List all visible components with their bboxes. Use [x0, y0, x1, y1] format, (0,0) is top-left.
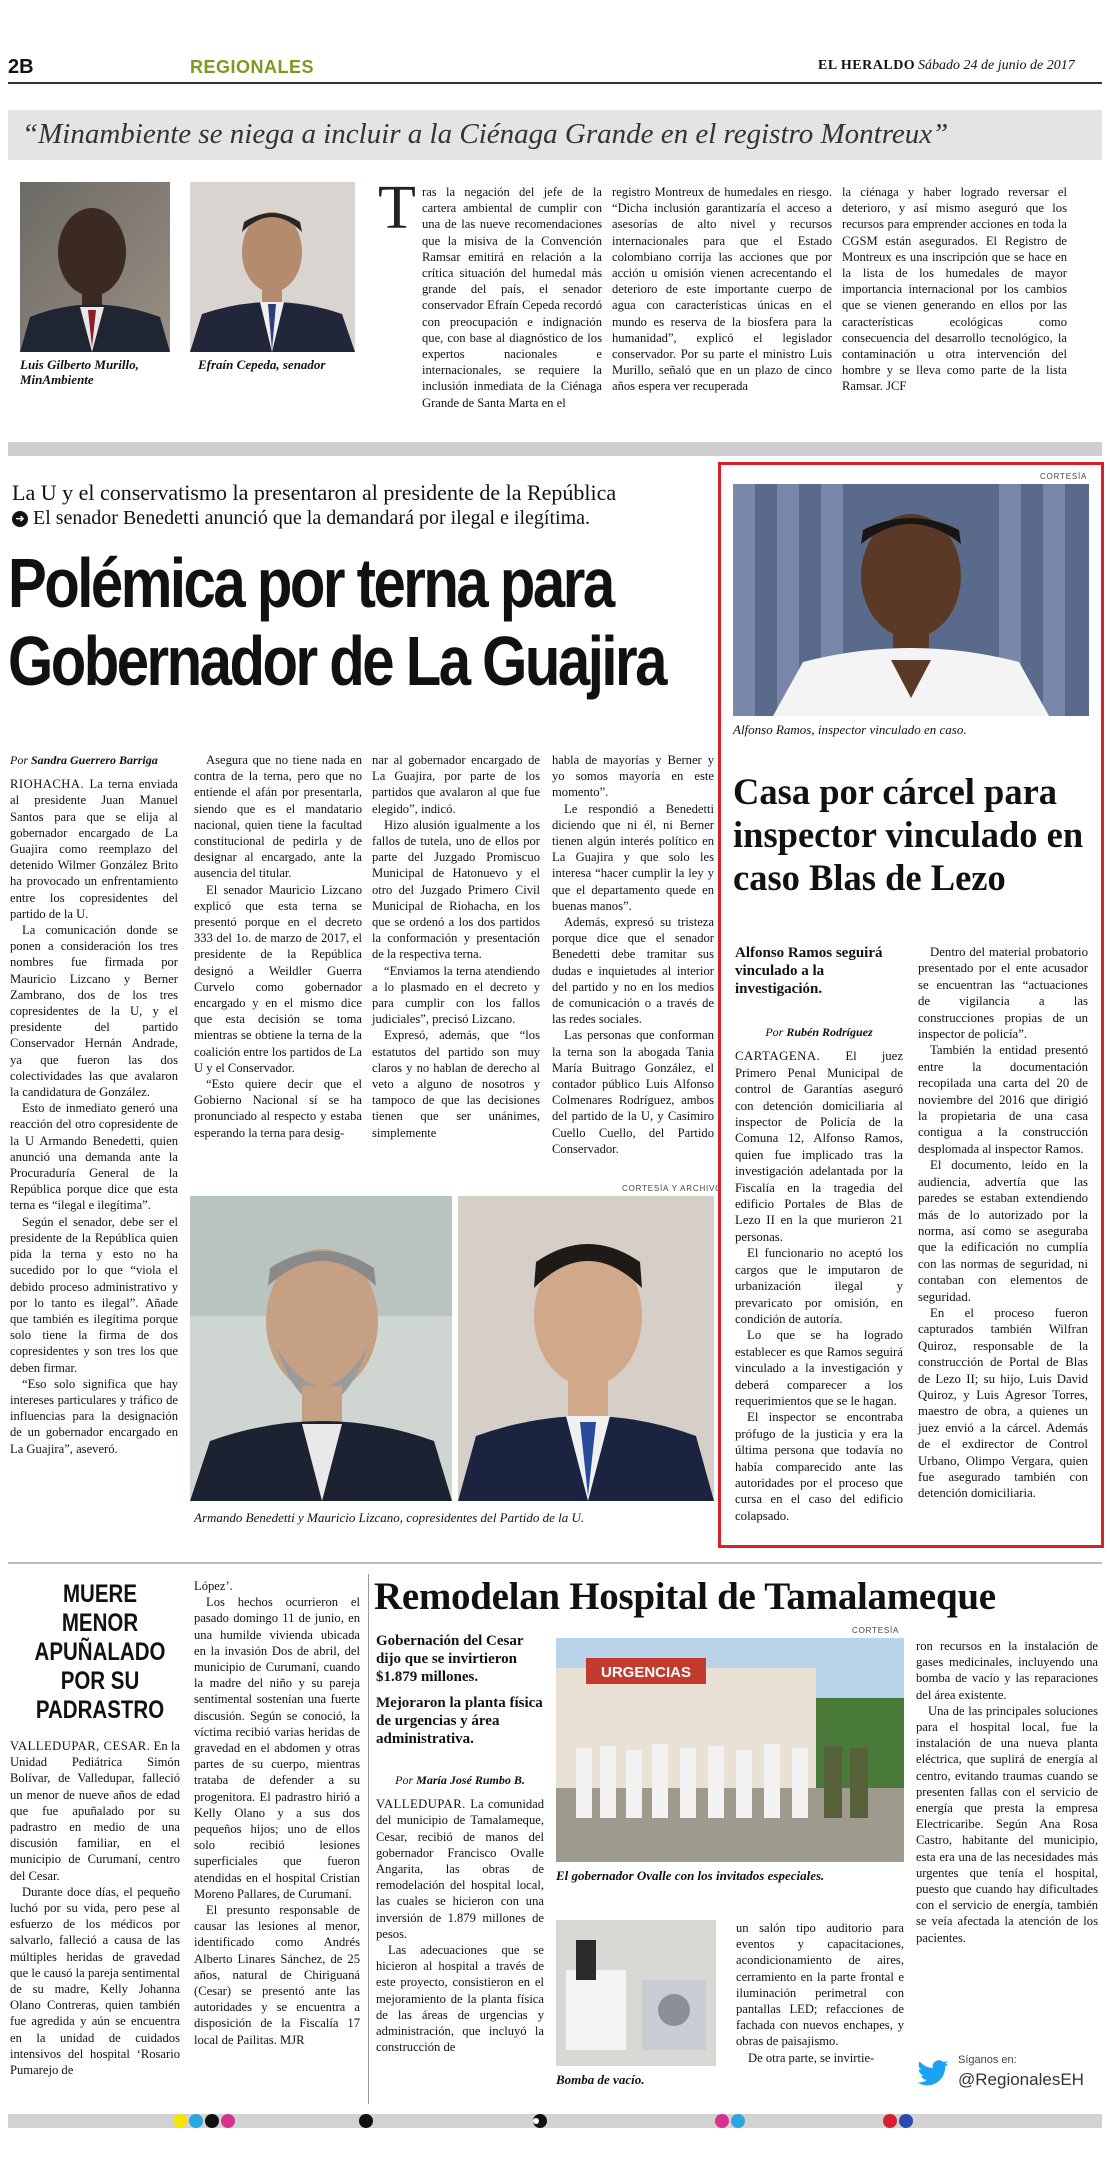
- guajira-summary: El senador Benedetti anunció que la demandará por ilegal e ilegítima.: [33, 507, 591, 529]
- top-story-col-3: [842, 184, 1067, 395]
- hospital-summary-1: Gobernación del Cesar dijo que se invirtieron $1.879 millones.: [376, 1633, 524, 1685]
- top-story-col-1: [422, 184, 602, 411]
- section-title: REGIONALES: [190, 57, 315, 77]
- hospital-author: María José Rumbo B.: [416, 1773, 525, 1787]
- blas-col-2: Dentro del material probatorio presentado por el ente acusador se encuentran las “actuaciones de vigilancia a las construcciones propias de un inspector de policía”. También la entidad presentó entre la documentación recopilada una carta del 20 de noviembre del 2016 que dirigió la propietaria de una casa contigua a la construcción desplomada al inspector Ramos. El documento, leído en la audiencia, advertía que las paredes se estaban extendiendo más de lo autorizado por la norma, así como se aseguraba que la edificación no cumplía con las normas de seguridad, ni contaban con elementos de seguridad. En el proceso fueron capturados también Wilfran Quiroz, responsable de la construcción de Portal de Blas de Lezo II; su hijo, Luis David Quiroz, y Luis Agresor Torres, maestro de obra, a quienes un juez envió a la cárcel. Además de el exdirector de Control Urbano, Olimpo Vergara, quien fue asegurado también con detención domiciliaria.: [918, 945, 1088, 1501]
- guajira-byline: Por Sandra Guerrero Barriga: [10, 753, 158, 767]
- photo-murillo: [20, 182, 170, 352]
- blas-col-1: Por Rubén Rodríguez CARTAGENA. El juez Primero Penal Municipal de control de Garantías aseguró con detención domiciliaria al inspector de Policía de la Comuna 12, Alfonso Ramos, quien fue implicado tras la investigación adelantada por la Fiscalía en la tragedia del edificio Portales de Blas de Lezo II en la que murieron 21 personas. El funcionario no aceptó los cargos que le imputaron de urbanización ilegal y prevaricato por omisión, en condición de autoría. Lo que se ha logrado establecer es que Ramos seguirá vinculado a la investigación y deberá comparecer a los requerimientos que se le hagan. El inspector se encontraba prófugo de la justicia y era la última persona que todavía no había comparecido ante las autoridades por el proceso que cursa en el caso del edificio colapsado.: [735, 1025, 904, 1523]
- social-label: Síganos en:: [958, 2054, 1017, 2066]
- hospital-col-1: Por María José Rumbo B. VALLEDUPAR. La comunidad del municipio de Tamalameque, Cesar, recibió de manos del gobernador Francisco Ovalle Angarita, las obras de remodelación del hospital local, las cuales se hicieron con una inversión de 1.879 millones de pesos. Las adecuaciones que se hicieron al hospital a través de este proyecto, consistieron en el mejoramiento de la planta física de las áreas de urgencias y administración, que incluyó la construcción de: [376, 1773, 544, 2055]
- menor-divider: [368, 1574, 369, 2104]
- section-divider-band: [8, 442, 1102, 456]
- blas-photo-caption: Alfonso Ramos, inspector vinculado en caso.: [733, 722, 967, 737]
- blas-summary: Alfonso Ramos seguirá vinculado a la investigación.: [735, 945, 883, 997]
- hospital-col-mid: un salón tipo auditorio para eventos y capacitaciones, acondicionamiento de aires, cerramiento en la parte frontal e iluminación perimetral con pantallas LED; refacciones de fachada con nuevos enchapes, y obras de paisajismo. De otra parte, se invirtie-: [736, 1921, 904, 2065]
- photo-ramos: [733, 484, 1089, 716]
- urgencias-sign: URGENCIAS: [600, 1664, 692, 1681]
- blas-byline: Por Rubén Rodríguez: [765, 1025, 873, 1039]
- social-handle[interactable]: @RegionalesEH: [958, 2070, 1084, 2089]
- blas-author: Rubén Rodríguez: [786, 1025, 873, 1039]
- page-number: 2B: [8, 56, 34, 78]
- social-follow[interactable]: [916, 2052, 1102, 2100]
- guajira-headline-1: Polémica por terna para: [8, 544, 613, 622]
- print-registration-marks: [0, 2112, 1110, 2130]
- photo-vacuum-pump: [556, 1920, 716, 2066]
- photo-benedetti: [190, 1196, 452, 1501]
- issue-date: Sábado 24 de junio de 2017: [918, 58, 1075, 73]
- guajira-headline-2: Gobernador de La Guajira: [8, 622, 665, 700]
- guajira-dateline: RIOHACHA.: [10, 777, 85, 792]
- blas-dateline: CARTAGENA.: [735, 1049, 821, 1064]
- guajira-col-2: Asegura que no tiene nada en contra de la terna, pero que no entiende el afán por presentarla, siendo que es el mandatario nacional, quien tiene la facultad constitucional de pedirla y de designar al encargado, ante la ausencia del titular. El senador Mauricio Lizcano explicó que esta terna se presentó porque en el decreto 333 del 1o. de marzo de 2017, el presidente de la República designó a Weildler Guerra Curvelo como gobernador encargado y en el mismo dice que esta decisión se toma mientras se obtiene la terna de la coalición entre los partidos de La U y el Conservador. “Esto quiere decir que el Gobierno Nacional sí se ha pronunciado al respecto y estaba esperando la terna para desig-: [194, 753, 362, 1140]
- hospital-summary-2: Mejoraron la planta física de urgencias y área administrativa.: [376, 1695, 543, 1747]
- header-rule: [8, 82, 1102, 84]
- top-story-text-1: ras la negación del jefe de la cartera ambiental de cumplir con una de las nueve recomendaciones que la misiva de la Convención Ramsar emitirá en relación a la crítica situación del humedal más grande del país, el senador conservador Efraín Cepeda recordó con preocupación e indignación que, con base al diagnóstico de los expertos nacionales e internacionales, se requiere la inclusión inmediata de la Ciénaga Grande de Santa Marta en el: [422, 185, 602, 410]
- top-story-banner: [8, 110, 1102, 160]
- hospital-col-right: ron recursos en la instalación de gases medicinales, incluyendo una bomba de vacío y las reparaciones del área existente. Una de las principales soluciones para el hospital local, fue la instalación de una nueva planta eléctrica, que suplirá de energía al centro, evitando traumas cuando se presenten fallas con el servicio de energía que presta la empresa Electricaribe. Según Ana Rosa Castro, habitante del municipio, esta era una de las necesidades más urgentes que tenía el hospital, puesto que cuando hay dificultades con el servicio de energía, también se veía afectada la atención de los pacientes.: [916, 1639, 1098, 1945]
- hospital-photo2-caption: Bomba de vacío.: [556, 2072, 645, 2087]
- guajira-author: Sandra Guerrero Barriga: [31, 753, 158, 767]
- hospital-byline: Por María José Rumbo B.: [395, 1773, 525, 1787]
- hospital-headline: Remodelan Hospital de Tamalameque: [374, 1575, 996, 1618]
- menor-headline: MUERE MENOR APUÑALADO POR SU PADRASTRO: [34, 1580, 166, 1724]
- top-story-col-2: [612, 184, 832, 395]
- hospital-photo1-caption: El gobernador Ovalle con los invitados especiales.: [556, 1868, 825, 1883]
- top-story-text-2: registro Montreux de humedales en riesgo. “Dicha inclusión garantizaría el acceso a asesorías de alto nivel y recursos internacionales para que el Estado colombiano corrija las acciones que por acción u omisión vienen acrecentando el deterioro de este importante cuerpo de agua con características únicas en el mundo es reserva de la biosfera para la humanidad”, explicó el legislador conservador. Por su parte el ministro Luis Murillo, señaló que en un plazo de cinco años espera ver recuperada: [612, 185, 832, 394]
- guajira-col-3: nar al gobernador encargado de La Guajira, por parte de los partidos que avalaron al que fue elegido”, indicó. Hizo alusión igualmente a los fallos de tutela, uno de ellos por parte del Juzgado Promiscuo Municipal de Hatonuevo y el otro del Juzgado Primero Civil Municipal de Riohacha, en los que se ordenó a los dos partidos la conformación y presentación de la respectiva terna. “Enviamos la terna atendiendo a lo plasmado en el decreto y para cumplir con los fallos judiciales”, precisó Lizcano. Expresó, además, que “los estatutos del partido son muy claros y no hablan de derecho al veto a alguno de nosotros y tampoco de que las decisiones tienen que ser unánimes, simplemente: [372, 753, 540, 1140]
- cepeda-caption: Efraín Cepeda, senador: [198, 357, 326, 372]
- twitter-bird-icon: [916, 2060, 950, 2093]
- murillo-caption: Luis Gilberto Murillo, MinAmbiente: [20, 357, 139, 387]
- blas-photo-credit: CORTESÍA: [1040, 472, 1088, 481]
- photo-cepeda: [190, 182, 355, 352]
- guajira-col-1: Por Sandra Guerrero Barriga RIOHACHA. La terna enviada al presidente Juan Manuel Santos para que se elija al gobernador encargado de La Guajira como reemplazo del detenido Wilmer González Brito ha provocado un enfrentamiento entre los copresidentes del partido de la U. La comunicación donde se ponen a consideración los tres nombres fue firmada por Mauricio Lizcano y Berner Zambrano, dos de los tres copresidentes de la U, y el presidente del partido Conservador Hernán Andrade, ya que fueron las dos colectividades las que avalaron la candidatura de González. Esto de inmediato generó una reacción del otro copresidente de la U Armando Benedetti, quien anunció una demanda ante la Procuraduría General de la República porque dice que esta terna es “ilegal e ilegítima”. Según el senador, debe ser el presidente de la República quien pida la terna y esto no ha sucedido por lo que “viola el debido proceso administrativo y por lo tanto es ilegal”. Añade que también es ilegítima porque solo tiene la firma de dos copresidentes y son tres los que deben firmar. “Eso solo significa que hay intereses particulares y tráfico de influencias para la designación de un gobernador encargado en La Guajira”, aseveró.: [10, 753, 178, 1456]
- top-story-text-3: la ciénaga y haber logrado reversar el deterioro, y así mismo aseguró que los recursos para emprender acciones en toda la CGSM están asegurados. El Registro de Montreux es una inscripción que se hace en la lista de los humedales de mayor importancia internacional por los cambios que se vienen generando en ellos por las características ecológicas como consecuencia del desarrollo tecnológico, la contaminación u otra intervención del hombre y se lleva como parte de la lista Ramsar. JCF: [842, 185, 1067, 394]
- guajira-summary-row: [12, 507, 590, 530]
- blas-headline: Casa por cárcel para inspector vinculado en caso Blas de Lezo: [733, 771, 1084, 898]
- guajira-photo-caption: Armando Benedetti y Mauricio Lizcano, copresidentes del Partido de la U.: [194, 1510, 585, 1525]
- drop-cap: T: [378, 174, 416, 242]
- menor-col-1: VALLEDUPAR, CESAR. En la Unidad Pediátrica Simón Bolívar, de Valledupar, falleció un menor de nueve años de edad que fue apuñalado por su padrastro en medio de una discusión familiar, en el municipio de Curumaní, centro del Cesar. Durante doce días, el pequeño luchó por su vida, pero pese al esfuerzo de los médicos por salvarlo, falleció a causa de las múltiples heridas de gravedad que le causó la pareja sentimental de su madre, Kelly Johanna Olano Contreras, quien también fue agredida y aún se encuentra en la unidad de cuidados intensivos del hospital ‘Rosario Pumarejo de: [10, 1739, 180, 2078]
- guajira-kicker: La U y el conservatismo la presentaron al presidente de la República: [12, 480, 617, 505]
- arrow-right-icon: ➜: [12, 511, 28, 527]
- photo-hospital-group: [556, 1638, 904, 1862]
- hospital-dateline: VALLEDUPAR.: [376, 1797, 466, 1812]
- menor-dateline: VALLEDUPAR, CESAR.: [10, 1739, 151, 1753]
- newspaper-name: EL HERALDO: [818, 58, 916, 73]
- top-story-headline: “Minambiente se niega a incluir a la Ciénaga Grande en el registro Montreux”: [22, 118, 949, 150]
- lower-section-rule: [8, 1562, 1102, 1564]
- photo-lizcano: [458, 1196, 714, 1501]
- hospital-photo1-credit: CORTESÍA: [852, 1626, 900, 1635]
- guajira-photo-credit: CORTESÍA Y ARCHIVO: [622, 1184, 723, 1193]
- menor-col-2: López’. Los hechos ocurrieron el pasado domingo 11 de junio, en una humilde vivienda ubicada en la invasión Dos de abril, del municipio de Curumaní, cuando la madre del niño y su pareja sentimental sostenían una fuerte discusión. Según se conoció, la víctima recibió varias heridas de gravedad en el abdomen y otras partes de su cuerpo, mientras trataba de defender a su progenitora. El padrastro hirió a Kelly Olano y a sus dos pequeños hijos; uno de ellos solo recibió lesiones superficiales que fueron atendidas en el hospital Cristian Moreno Pallares, de Curumaní. El presunto responsable de causar las lesiones al menor, identificado como Andrés Alberto Linares Sánchez, de 25 años, natural de Chiriguaná (Cesar) se presentó ante las autoridades y se encuentra a disposición de la Fiscalía 17 local de Pailitas. MJR: [194, 1579, 360, 2047]
- guajira-col-4: habla de mayorías y Berner y yo somos mayoría en este momento”. Le respondió a Benedetti diciendo que ni él, ni Berner tienen algún interés político en La Guajira y que solo les interesa “hacer cumplir la ley y que el departamento quede en buenas manos”. Además, expresó su tristeza porque dice que el senador Benedetti debe tramitar sus dudas e inquietudes al interior del partido y no en los medios de comunicación o a través de las redes sociales. Las personas que conforman la terna son la abogada Tania María Buitrago González, el contador público Luis Alfonso Colmenares Rodríguez, ambos del partido de la U, y Casimiro Cuello Cuello, del Partido Conservador.: [552, 753, 714, 1156]
